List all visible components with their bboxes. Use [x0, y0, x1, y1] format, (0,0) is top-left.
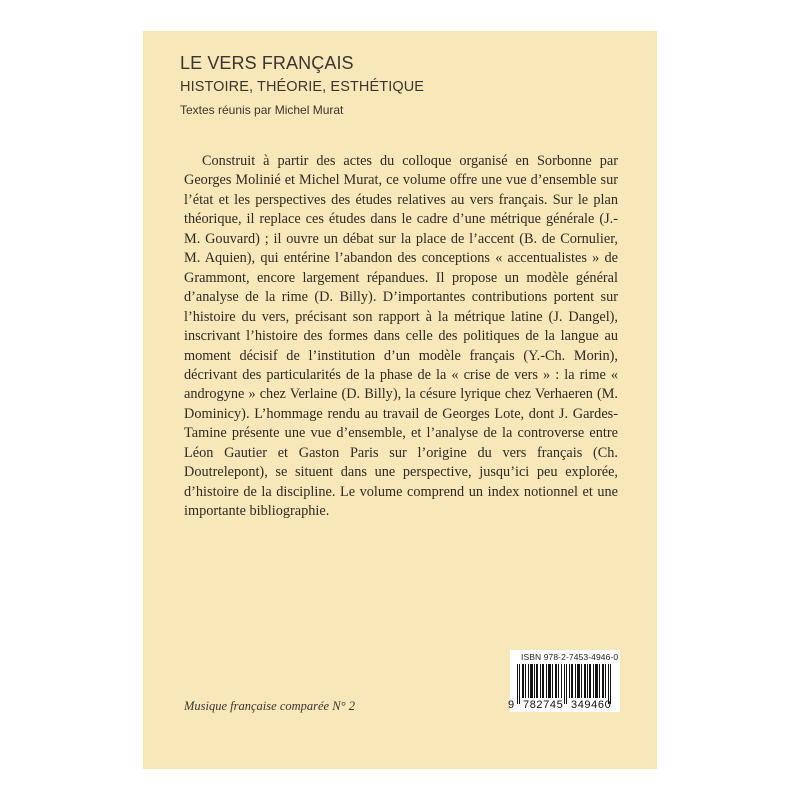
editor-credit: Textes réunis par Michel Murat [180, 103, 344, 117]
series-name: Musique française comparée N° 2 [184, 699, 355, 713]
barcode-digit-lead: 9 [508, 699, 515, 711]
barcode-icon [517, 664, 617, 704]
book-subtitle: HISTOIRE, THÉORIE, ESTHÉTIQUE [180, 79, 425, 95]
barcode-digits-right: 349460 [571, 699, 612, 711]
isbn-label: ISBN 978-2-7453-4946-0 [521, 652, 619, 662]
blurb-paragraph: Construit à partir des actes du colloque organisé en Sorbonne par Georges Molinié et Michel Murat, ce volume offre une vue d’ensemble sur l’état et les perspectives des études relatives au vers français. Sur le plan théorique, il replace ces études dans le cadre d’une métrique générale (J.-M. Gouvard) ; il ouvre un débat sur la place de l’accent (B. de Cornulier, M. Aquien), qui entérine l’abandon des conceptions « accentualistes » de Grammont, encore largement répandues. Il propose un modèle général d’analyse de la rime (D. Billy). D’importantes contributions portent sur l’histoire du vers, précisant son rapport à la métrique latine (J. Dangel), inscrivant l’histoire des formes dans celle des politiques de la langue au moment décisif de l’institution d’un modèle français (Y.-Ch. Morin), décrivant des particularités de la phase de la « crise de vers » : la rime « androgyne » chez Verlaine (D. Billy), la césure lyrique chez Verhaeren (M. Dominicy). L’hommage rendu au travail de Georges Lote, dont J. Gardes-Tamine présente une vue d’ensemble, et l’analyse de la controverse entre Léon Gautier et Gaston Paris sur l’origine du vers français (Ch. Doutrelepont), se situent dans une perspective, jusqu’ici peu explorée, d’histoire de la discipline. Le volume comprend un index notionnel et une importante bibliographie. [184, 153, 618, 520]
book-title: LE VERS FRANÇAIS [180, 53, 354, 73]
barcode-digits-left: 782745 [523, 699, 564, 711]
